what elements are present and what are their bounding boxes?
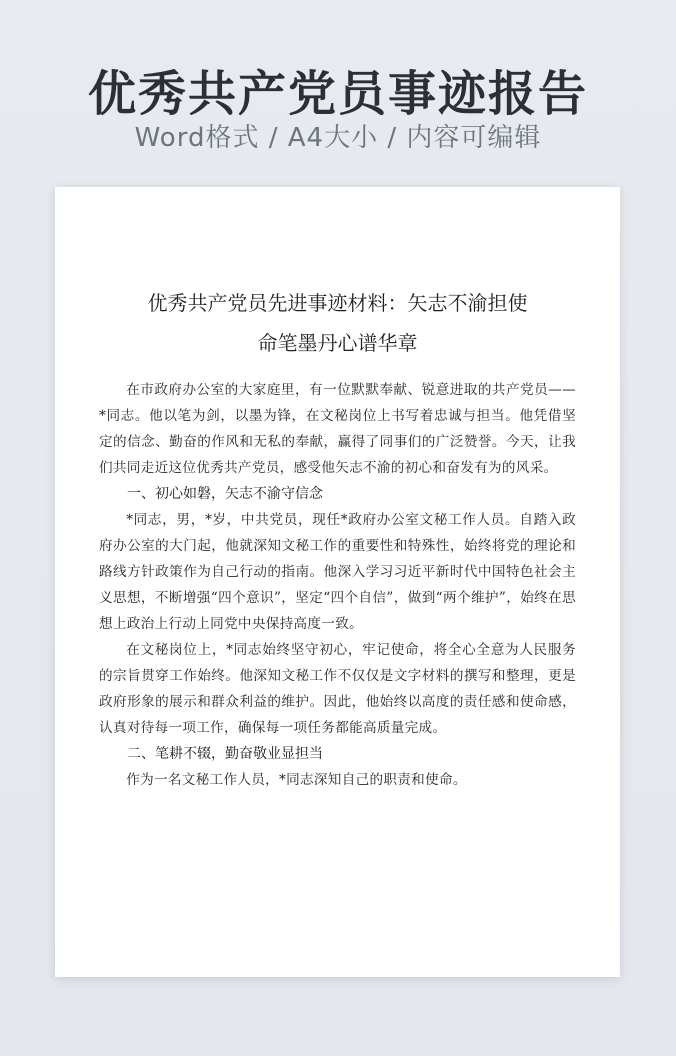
section-2-paragraph-1: 作为一名文秘工作人员，*同志深知自己的职责和使命。 — [126, 772, 467, 788]
section-1-paragraph-1: *同志，男，*岁，中共党员，现任*政府办公室文秘工作人员。自踏入政府办公室的大门起，他就深知文秘工作的重要性和特殊性，始终将党的理论和路线方针政策作为自己行动的指南。他深入学习习近平新时代中国特色社会主义思想，不断增强“四个意识”，坚定“四个自信”，做到“两个维护”，始终在思想上政治上行动上同党中央保持高度一致。 — [99, 512, 576, 632]
banner-title: 优秀共产党员事迹报告 — [87, 66, 588, 122]
document-title — [99, 283, 576, 363]
section-1-heading: 一、初心如磐，矢志不渝守信念 — [127, 486, 323, 502]
document-page — [55, 187, 620, 977]
banner-subtitle: Word格式 / A4大小 / 内容可编辑 — [134, 123, 542, 153]
section-2-heading: 二、笔耕不辍，勤奋敬业显担当 — [127, 746, 323, 762]
document-title-line-1: 优秀共产党员先进事迹材料：矢志不渝担使 — [147, 291, 528, 315]
section-1-paragraph-2: 在文秘岗位上，*同志始终坚守初心，牢记使命，将全心全意为人民服务的宗旨贯穿工作始终。他深知文秘工作不仅仅是文字材料的撰写和整理，更是政府形象的展示和群众利益的维护。因此，他始终以高度的责任感和使命感，认真对待每一项工作，确保每一项任务都能高质量完成。 — [99, 642, 576, 736]
document-title-line-2: 命笔墨丹心谱华章 — [257, 331, 418, 355]
intro-paragraph: 在市政府办公室的大家庭里，有一位默默奉献、锐意进取的共产党员——*同志。他以笔为剑，以墨为锋，在文秘岗位上书写着忠诚与担当。他凭借坚定的信念、勤奋的作风和无私的奉献，赢得了同事们的广泛赞誉。今天，让我们共同走近这位优秀共产党员，感受他矢志不渝的初心和奋发有为的风采。 — [99, 382, 576, 476]
